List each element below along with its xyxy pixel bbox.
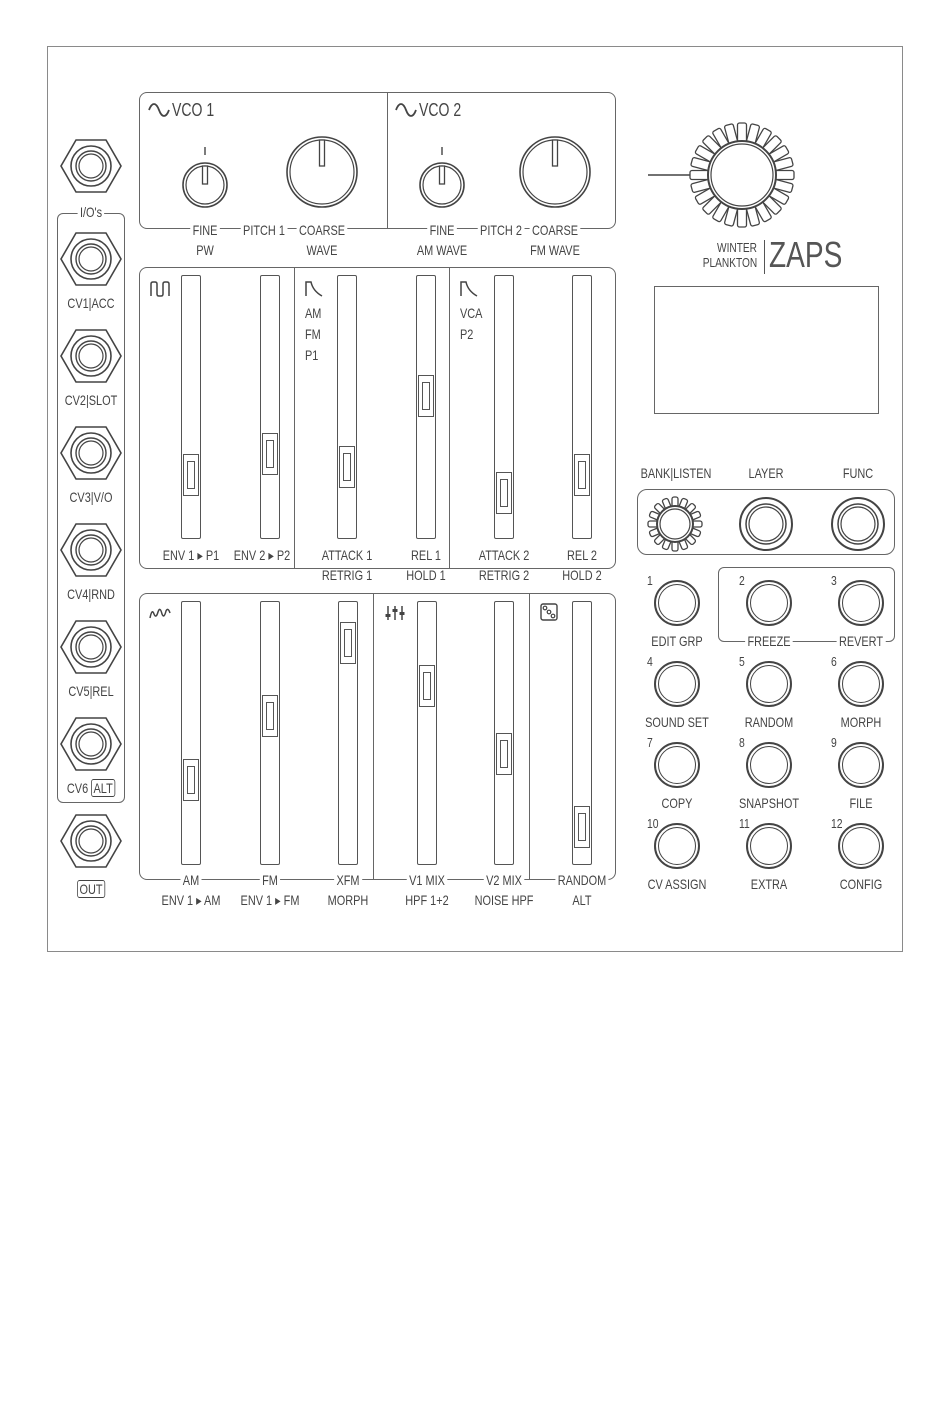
- mod-section-frame: [139, 593, 616, 880]
- button-number: 12: [831, 816, 843, 831]
- button-number: 5: [739, 654, 745, 669]
- envelope-icon: [305, 281, 323, 297]
- bank-listen-label: BANK|LISTEN: [640, 465, 712, 481]
- vco1-pw-label: PW: [196, 242, 214, 258]
- coarse-knob-2[interactable]: [517, 133, 593, 209]
- func-label: FUNC: [842, 465, 874, 481]
- button-label: FREEZE: [745, 634, 793, 648]
- layer-label: LAYER: [748, 465, 784, 481]
- env-divider-2: [449, 268, 450, 569]
- slider-handle[interactable]: [262, 433, 278, 475]
- button-label: CONFIG: [839, 876, 883, 892]
- am-alt-label: ENV 1 ▸ AM: [161, 892, 221, 908]
- button-number: 4: [647, 654, 653, 669]
- retrig2-label: RETRIG 2: [478, 567, 530, 583]
- cv6-text: CV6: [66, 780, 89, 796]
- slider-handle[interactable]: [262, 695, 278, 737]
- top-jack[interactable]: [59, 134, 123, 198]
- function-button-1[interactable]: [654, 580, 700, 626]
- oled-display: [654, 286, 879, 414]
- slider-handle[interactable]: [574, 806, 590, 848]
- cv3-jack[interactable]: [59, 421, 123, 485]
- attack1-slider[interactable]: [337, 275, 357, 539]
- io-title: I/O's: [78, 205, 105, 219]
- button-label: RANDOM: [744, 714, 794, 730]
- out-badge: OUT: [77, 880, 105, 898]
- random-alt-label: ALT: [572, 892, 592, 908]
- slider-handle[interactable]: [340, 622, 356, 664]
- fine-knob-1[interactable]: [179, 147, 231, 209]
- encoder-icon[interactable]: [684, 117, 800, 233]
- cv2-label: CV2|SLOT: [64, 392, 118, 408]
- vco1-title: VCO 1: [172, 100, 215, 120]
- cv6-jack[interactable]: [59, 712, 123, 776]
- brand-plankton: PLANKTON: [702, 255, 758, 270]
- vco-divider: [387, 93, 388, 229]
- cv1-label: CV1|ACC: [67, 295, 115, 311]
- mixer-icon: [385, 605, 405, 621]
- function-button-8[interactable]: [746, 742, 792, 788]
- retrig1-label: RETRIG 1: [321, 567, 373, 583]
- fm-slider[interactable]: [260, 601, 280, 865]
- button-number: 7: [647, 735, 653, 750]
- slider-handle[interactable]: [419, 665, 435, 707]
- v2mix-label: V2 MIX: [484, 873, 524, 887]
- function-button-11[interactable]: [746, 823, 792, 869]
- v1mix-slider[interactable]: [417, 601, 437, 865]
- out-label: [77, 882, 105, 896]
- func-knob[interactable]: [829, 495, 887, 553]
- cv4-label: CV4|RND: [67, 586, 115, 602]
- cv5-jack[interactable]: [59, 615, 123, 679]
- function-button-4[interactable]: [654, 661, 700, 707]
- function-button-6[interactable]: [838, 661, 884, 707]
- brand-winter: WINTER: [717, 240, 757, 255]
- hold1-label: HOLD 1: [406, 567, 446, 583]
- env2-slider[interactable]: [260, 275, 280, 539]
- function-button-2[interactable]: [746, 580, 792, 626]
- mod-divider-2: [529, 594, 530, 880]
- brand-divider: [764, 240, 765, 274]
- env1-slider[interactable]: [181, 275, 201, 539]
- coarse-knob-1[interactable]: [284, 133, 360, 209]
- button-number: 11: [739, 816, 750, 831]
- function-button-10[interactable]: [654, 823, 700, 869]
- brand-product: ZAPS: [769, 234, 843, 275]
- am-slider[interactable]: [181, 601, 201, 865]
- env1-dest-p1: P1: [305, 347, 319, 363]
- slider-handle[interactable]: [183, 759, 199, 801]
- rel2-label: REL 2: [565, 548, 600, 562]
- function-button-3[interactable]: [838, 580, 884, 626]
- button-number: 3: [831, 573, 837, 588]
- button-label: EXTRA: [750, 876, 788, 892]
- function-button-5[interactable]: [746, 661, 792, 707]
- vco1-coarse-label: COARSE: [297, 223, 348, 237]
- vco2-coarse-label: COARSE: [530, 223, 581, 237]
- button-label: FILE: [849, 795, 873, 811]
- layer-knob[interactable]: [737, 495, 795, 553]
- slider-handle[interactable]: [339, 446, 355, 488]
- v2mix-slider[interactable]: [494, 601, 514, 865]
- vco2-fmwave-label: FM WAVE: [530, 242, 580, 258]
- button-number: 6: [831, 654, 837, 669]
- bank-listen-encoder[interactable]: [646, 495, 704, 553]
- button-number: 9: [831, 735, 837, 750]
- button-label: SOUND SET: [645, 714, 709, 730]
- button-number: 2: [739, 573, 745, 588]
- vco2-amwave-label: AM WAVE: [416, 242, 468, 258]
- vco2-pitch-label: PITCH 2: [478, 223, 525, 237]
- env2-label: ENV 2 ▸ P2: [231, 548, 292, 562]
- rel1-label: REL 1: [409, 548, 444, 562]
- attack1-label: ATTACK 1: [319, 548, 374, 562]
- alt-badge: ALT: [91, 779, 115, 797]
- xfm-slider[interactable]: [338, 601, 358, 865]
- slider-handle[interactable]: [496, 733, 512, 775]
- vco1-wave-label: WAVE: [306, 242, 338, 258]
- env-divider-1: [294, 268, 295, 569]
- out-jack[interactable]: [59, 809, 123, 873]
- button-label: COPY: [661, 795, 693, 811]
- slider-handle[interactable]: [574, 454, 590, 496]
- env1-dest-am: AM: [305, 305, 322, 321]
- vco1-fine-label: FINE: [190, 223, 220, 237]
- fine-knob-2[interactable]: [416, 147, 468, 209]
- square-wave-icon: [150, 281, 170, 297]
- button-label: CV ASSIGN: [647, 876, 707, 892]
- noise-wave-icon: [149, 606, 171, 620]
- sine-wave-icon: [148, 102, 170, 118]
- xfm-alt-label: MORPH: [327, 892, 369, 908]
- cv5-label: CV5|REL: [68, 683, 114, 699]
- cv1-jack[interactable]: [59, 227, 123, 291]
- attack2-label: ATTACK 2: [476, 548, 531, 562]
- v1mix-alt-label: HPF 1+2: [405, 892, 449, 908]
- button-label: MORPH: [840, 714, 882, 730]
- slider-handle[interactable]: [418, 375, 434, 417]
- rel1-slider[interactable]: [416, 275, 436, 539]
- button-number: 10: [647, 816, 659, 831]
- mod-divider-1: [373, 594, 374, 880]
- slider-handle[interactable]: [183, 454, 199, 496]
- sine-wave-icon: [395, 102, 417, 118]
- function-button-12[interactable]: [838, 823, 884, 869]
- random-label: RANDOM: [555, 873, 608, 887]
- cv4-jack[interactable]: [59, 518, 123, 582]
- fm-alt-label: ENV 1 ▸ FM: [240, 892, 300, 908]
- am-label: AM: [180, 873, 201, 887]
- env1-dest-fm: FM: [305, 326, 321, 342]
- attack2-slider[interactable]: [494, 275, 514, 539]
- hold2-label: HOLD 2: [562, 567, 602, 583]
- button-number: 1: [647, 573, 653, 588]
- dice-icon: [540, 603, 558, 621]
- env-section-frame: [139, 267, 616, 569]
- v2mix-alt-label: NOISE HPF: [474, 892, 534, 908]
- function-button-7[interactable]: [654, 742, 700, 788]
- env2-dest-vca: VCA: [460, 305, 483, 321]
- v1mix-label: V1 MIX: [407, 873, 447, 887]
- vco2-title: VCO 2: [419, 100, 462, 120]
- random-slider[interactable]: [572, 601, 592, 865]
- env2-dest-p2: P2: [460, 326, 474, 342]
- module-panel: [47, 46, 903, 952]
- slider-handle[interactable]: [496, 472, 512, 514]
- cv3-label: CV3|V/O: [69, 489, 113, 505]
- button-number: 8: [739, 735, 745, 750]
- function-button-9[interactable]: [838, 742, 884, 788]
- xfm-label: XFM: [334, 873, 362, 887]
- fm-label: FM: [260, 873, 280, 887]
- button-label: REVERT: [837, 634, 886, 648]
- rel2-slider[interactable]: [572, 275, 592, 539]
- vco1-pitch-label: PITCH 1: [241, 223, 288, 237]
- cv2-jack[interactable]: [59, 324, 123, 388]
- envelope-icon: [460, 281, 478, 297]
- button-label: SNAPSHOT: [738, 795, 800, 811]
- vco2-fine-label: FINE: [427, 223, 457, 237]
- button-label: EDIT GRP: [651, 633, 703, 649]
- env1-label: ENV 1 ▸ P1: [160, 548, 221, 562]
- cv6-label: [67, 781, 115, 795]
